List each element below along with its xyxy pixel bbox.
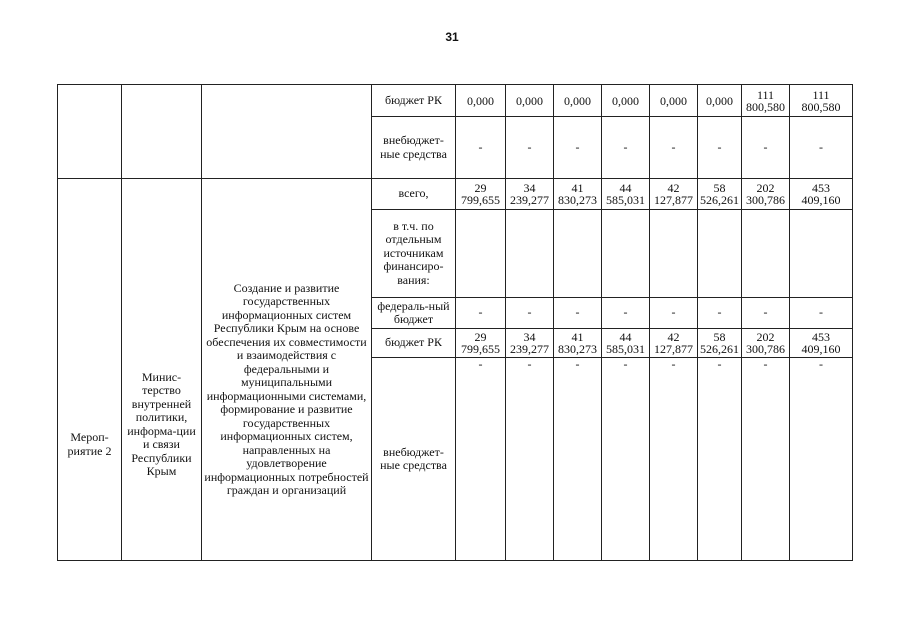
prev-value-cell: -	[650, 117, 698, 179]
prev-value-cell	[602, 85, 650, 117]
measure-value-cell	[554, 329, 602, 358]
prev-value-cell: -	[790, 117, 853, 179]
value-line-1: 0,000	[706, 93, 733, 108]
executor-cell: Минис-терство внутренней политики, информа-ции и связи Республики Крым	[122, 179, 202, 561]
value-line-1: 0,000	[564, 93, 591, 108]
prev-value-cell	[698, 85, 742, 117]
measure-value-cell: -	[554, 358, 602, 561]
source-cell: внебюджет-ные средства	[372, 117, 456, 179]
measure-name-cell: Мероп-риятие 2	[58, 179, 122, 561]
measure-value-cell: -	[790, 298, 853, 329]
measure-value-cell	[456, 210, 506, 298]
measure-value-cell	[698, 179, 742, 210]
prev-value-cell	[790, 85, 853, 117]
measure-value-cell: -	[554, 298, 602, 329]
measure-value-cell: -	[790, 358, 853, 561]
value-line-1: 42	[667, 330, 680, 344]
value-line-1: 0,000	[516, 93, 543, 108]
measure-value-cell: -	[742, 358, 790, 561]
measure-value-cell	[456, 179, 506, 210]
value-line-2: 409,160	[801, 193, 841, 207]
prev-executor-cell	[122, 85, 202, 179]
value-line-2: 800,580	[801, 99, 841, 114]
measure-value-cell: -	[506, 298, 554, 329]
measure-value-cell	[742, 210, 790, 298]
value-line-2: 300,786	[746, 342, 785, 356]
value-line-1: 453	[812, 181, 830, 195]
value-line-1: 453	[812, 330, 830, 344]
source-cell: бюджет РК	[372, 85, 456, 117]
value-line-2: 585,031	[606, 193, 645, 207]
measure-value-cell	[456, 329, 506, 358]
value-line-1: 34	[523, 330, 536, 344]
prev-description-cell	[202, 85, 372, 179]
value-line-2: 526,261	[700, 193, 739, 207]
value-line-2: 127,877	[654, 193, 693, 207]
value-line-2: 409,160	[801, 342, 841, 356]
value-line-2: 526,261	[700, 342, 739, 356]
source-cell: федераль-ный бюджет	[372, 298, 456, 329]
value-line-2: 830,273	[558, 342, 597, 356]
source-cell: внебюджет-ные средства	[372, 358, 456, 561]
prev-value-cell	[650, 85, 698, 117]
value-line-2: 239,277	[510, 342, 549, 356]
prev-value-cell	[742, 85, 790, 117]
table-row	[58, 179, 853, 210]
measure-value-cell	[742, 179, 790, 210]
measure-value-cell: -	[698, 298, 742, 329]
value-line-1: 202	[756, 181, 775, 195]
value-line-2: 799,655	[461, 193, 500, 207]
measure-value-cell	[790, 179, 853, 210]
value-line-1: 44	[619, 181, 632, 195]
source-cell: в т.ч. по отдельным источникам финансиро-вания:	[372, 210, 456, 298]
financing-table	[57, 84, 853, 561]
value-line-2: 300,786	[746, 193, 785, 207]
value-line-1: 41	[571, 181, 584, 195]
value-line-1: 34	[523, 181, 536, 195]
measure-value-cell: -	[698, 358, 742, 561]
page-number: 31	[445, 30, 459, 44]
value-line-2: 830,273	[558, 193, 597, 207]
measure-value-cell: -	[602, 298, 650, 329]
prev-value-cell: -	[602, 117, 650, 179]
measure-value-cell	[506, 179, 554, 210]
prev-value-cell: -	[506, 117, 554, 179]
measure-value-cell: -	[602, 358, 650, 561]
value-line-1: 111	[812, 87, 830, 102]
value-line-1: 111	[756, 87, 775, 102]
prev-value-cell: -	[742, 117, 790, 179]
value-line-2: 799,655	[461, 342, 500, 356]
source-cell: всего,	[372, 179, 456, 210]
prev-value-cell	[456, 85, 506, 117]
value-line-2: 800,580	[746, 99, 785, 114]
value-line-1: 0,000	[612, 93, 639, 108]
prev-value-cell	[554, 85, 602, 117]
measure-value-cell	[650, 329, 698, 358]
value-line-1: 0,000	[467, 93, 494, 108]
value-line-2: 127,877	[654, 342, 693, 356]
measure-value-cell	[650, 179, 698, 210]
measure-value-cell	[554, 179, 602, 210]
measure-value-cell	[698, 329, 742, 358]
measure-value-cell	[742, 329, 790, 358]
prev-value-cell: -	[554, 117, 602, 179]
value-line-1: 0,000	[660, 93, 687, 108]
measure-value-cell	[554, 210, 602, 298]
measure-value-cell	[602, 329, 650, 358]
measure-value-cell	[790, 210, 853, 298]
measure-value-cell: -	[650, 298, 698, 329]
prev-value-cell: -	[456, 117, 506, 179]
measure-value-cell: -	[456, 298, 506, 329]
value-line-2: 239,277	[510, 193, 549, 207]
value-line-1: 44	[619, 330, 632, 344]
value-line-1: 42	[667, 181, 680, 195]
measure-value-cell	[602, 210, 650, 298]
description-cell: Создание и развитие государственных информационных систем Республики Крым на основе обеспечения их совместимости и взаимодействия с федеральными и муниципальными информационными системами, формирование и развитие государственных информационных систем, направленных на удовлетворение информационных потребностей граждан и организаций	[202, 179, 372, 561]
measure-value-cell	[698, 210, 742, 298]
measure-value-cell	[790, 329, 853, 358]
value-line-1: 58	[713, 181, 726, 195]
value-line-1: 41	[571, 330, 584, 344]
measure-value-cell	[602, 179, 650, 210]
value-line-1: 58	[713, 330, 726, 344]
measure-value-cell: -	[742, 298, 790, 329]
value-line-1: 29	[474, 330, 487, 344]
value-line-1: 29	[474, 181, 487, 195]
measure-value-cell	[506, 210, 554, 298]
prev-measure-cell	[58, 85, 122, 179]
measure-value-cell	[506, 329, 554, 358]
measure-value-cell	[650, 210, 698, 298]
measure-value-cell: -	[650, 358, 698, 561]
table-row	[58, 85, 853, 117]
value-line-1: 202	[756, 330, 775, 344]
value-line-2: 585,031	[606, 342, 645, 356]
measure-value-cell: -	[456, 358, 506, 561]
prev-value-cell	[506, 85, 554, 117]
prev-value-cell: -	[698, 117, 742, 179]
measure-value-cell: -	[506, 358, 554, 561]
source-cell: бюджет РК	[372, 329, 456, 358]
